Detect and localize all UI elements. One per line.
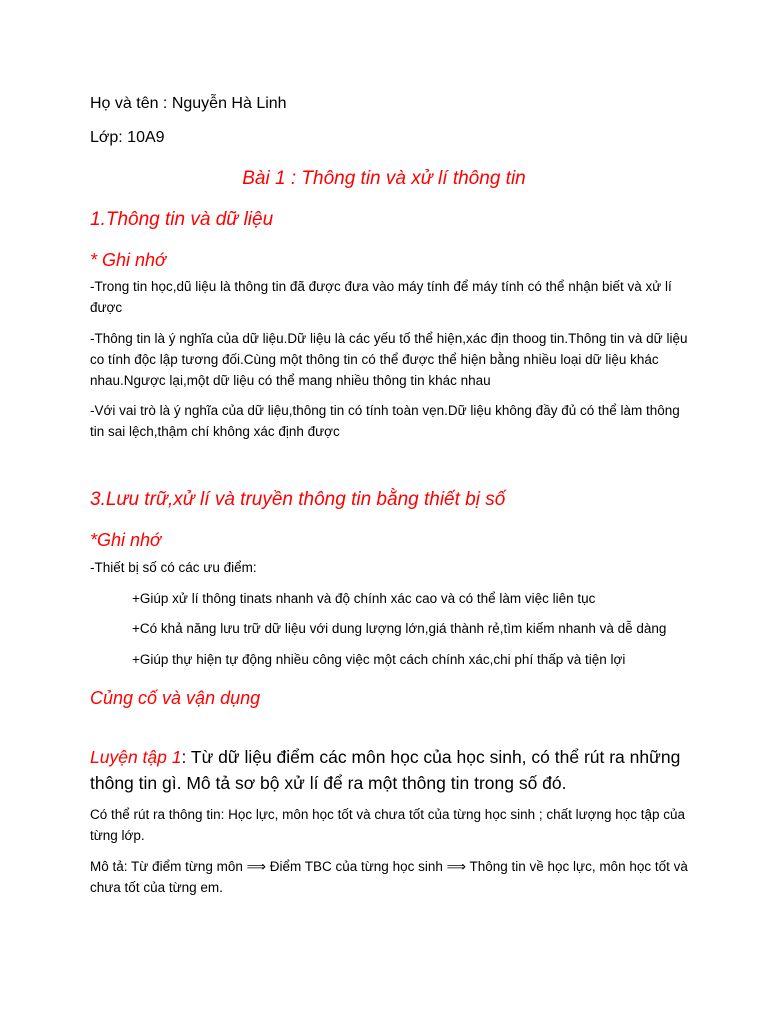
section1-note: * Ghi nhớ	[90, 250, 166, 270]
section3-note: *Ghi nhớ	[90, 530, 161, 550]
section1-paragraph-3: -Với vai trò là ý nghĩa của dữ liệu,thông tin có tính toàn vẹn.Dữ liệu không đầy đủ có thể làm thông tin sai lệch,thậm chí không xác định được	[90, 403, 680, 439]
section1-heading: 1.Thông tin và dữ liệu	[90, 209, 274, 230]
exercise-text: : Từ dữ liệu điểm các môn học của học sinh, có thể rút ra những thông tin gì. Mô tả sơ bộ xử lí để ra một thông tin trong số đó.	[90, 747, 681, 793]
exercise-label: Luyện tập 1	[90, 747, 182, 767]
list-item: +Giúp thự hiện tự động nhiều công việc một cách chính xác,chi phí thấp và tiện lợi	[132, 652, 626, 667]
exercise-prompt	[90, 744, 690, 796]
section1-paragraph-2: -Thông tin là ý nghĩa của dữ liệu.Dữ liệu là các yếu tố thể hiện,xác địn thoog tin.Thông tin và dữ liệu co tính độc lập tương đối.Cùng một thông tin có thể được thể hiện bằng nhiều loại dữ liệu khác nhau.Ngược lại,một dữ liệu có thể mang nhiều thông tin khác nhau	[90, 331, 688, 388]
lesson-title: Bài 1 : Thông tin và xử lí thông tin	[242, 168, 526, 189]
student-class: Lớp: 10A9	[90, 129, 165, 146]
list-item: +Giúp xử lí thông tinats nhanh và độ chính xác cao và có thể làm việc liên tục	[132, 591, 596, 606]
section3-intro: -Thiết bị số có các ưu điểm:	[90, 560, 257, 575]
list-item: +Có khả năng lưu trữ dữ liệu với dung lượng lớn,giá thành rẻ,tìm kiếm nhanh và dễ dàng	[132, 621, 667, 636]
section1-paragraph-1: -Trong tin học,dũ liệu là thông tin đã được đưa vào máy tính để máy tính có thể nhận biết và xử lí được	[90, 279, 672, 315]
review-heading: Củng cố và vận dụng	[90, 688, 261, 708]
section3-heading: 3.Lưu trữ,xử lí và truyền thông tin bằng thiết bị số	[90, 489, 506, 510]
answer-paragraph-2: Mô tả: Từ điểm từng môn ⟹ Điểm TBC của từng học sinh ⟹ Thông tin về học lực, môn học tốt và chưa tốt của từng em.	[90, 859, 688, 895]
student-name: Họ và tên : Nguyễn Hà Linh	[90, 95, 287, 112]
answer-paragraph-1: Có thể rút ra thông tin: Học lực, môn học tốt và chưa tốt của từng học sinh ; chất lượng học tập của từng lớp.	[90, 807, 686, 843]
